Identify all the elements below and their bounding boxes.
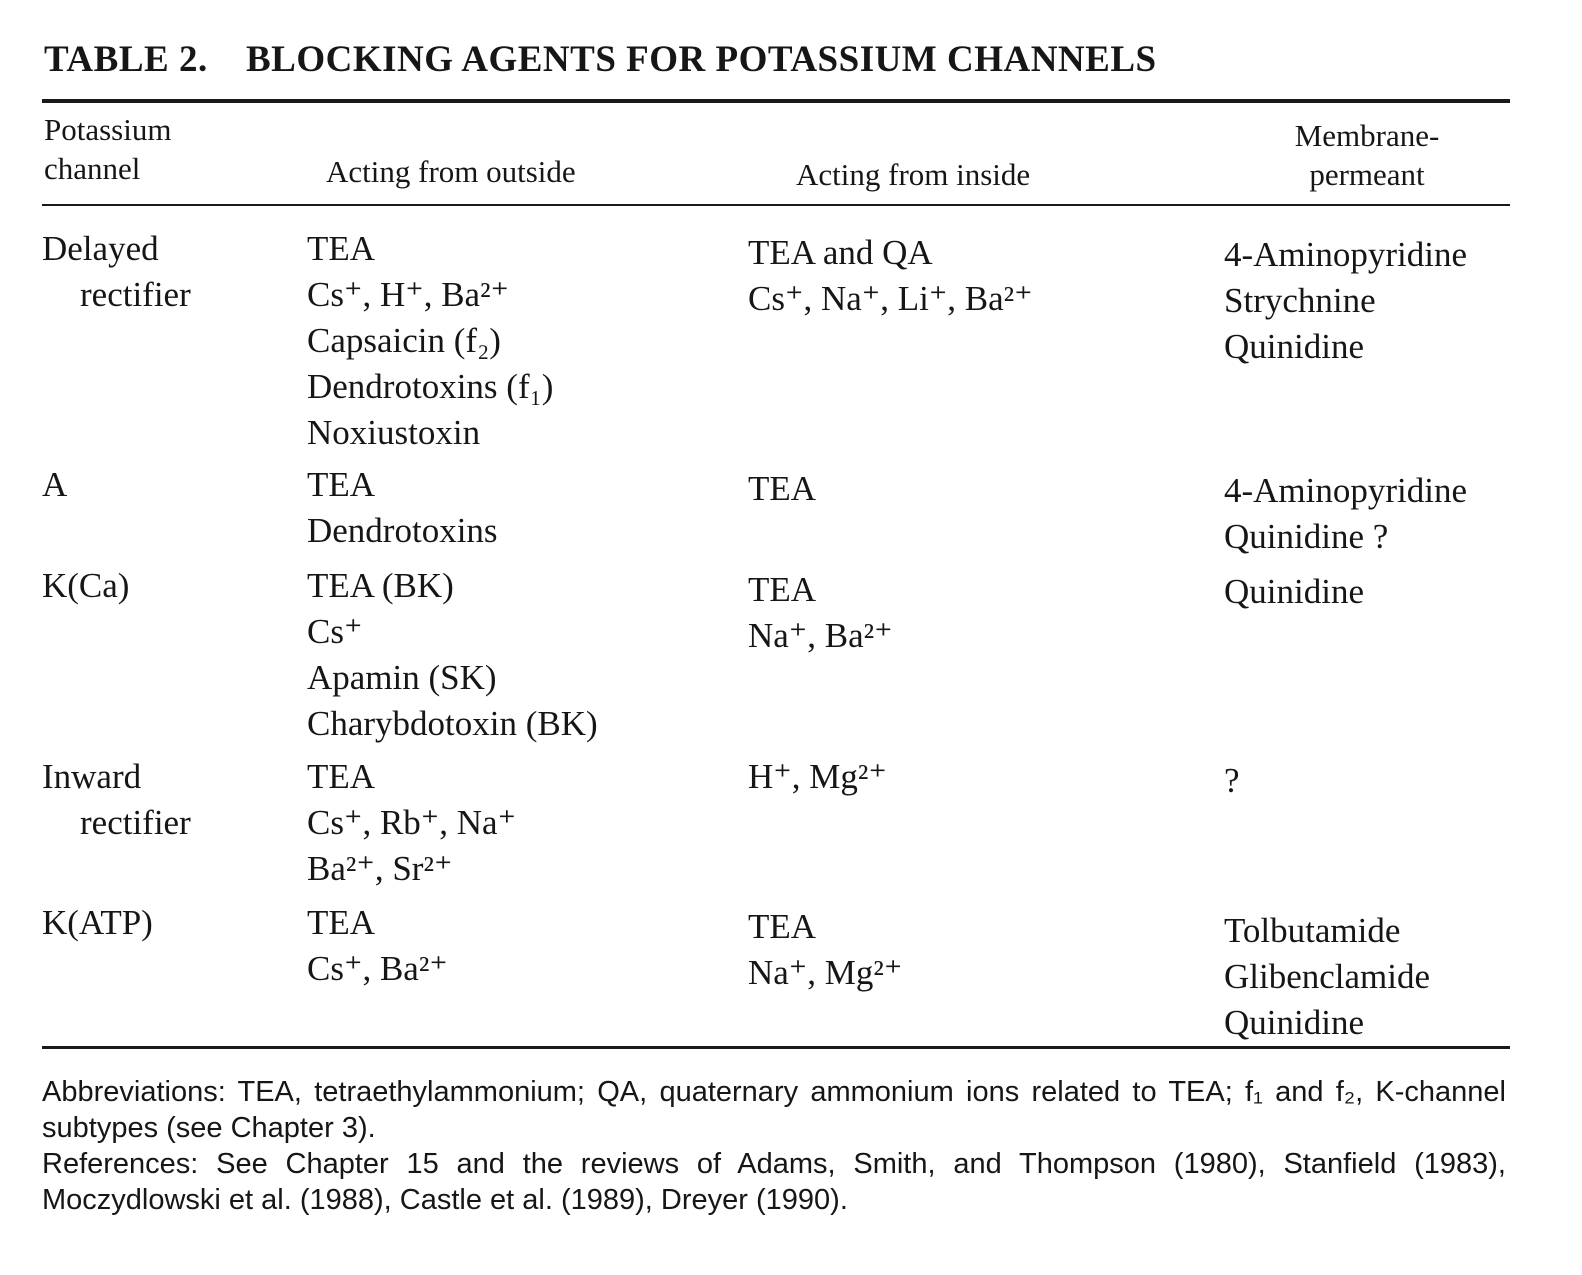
channel-cell — [42, 900, 153, 946]
permeant-cell — [1224, 758, 1240, 804]
inside-cell — [748, 466, 816, 512]
agent-line: TEA (BK) — [307, 566, 454, 605]
table-number: TABLE 2. — [44, 39, 208, 80]
agent-line: TEA and QA — [748, 233, 933, 272]
agent-line: Quinidine — [1224, 572, 1364, 611]
references-note: References: See Chapter 15 and the reviews of Adams, Smith, and Thompson (1980), Stanfield (1983), Moczydlowski et al. (1988), Castle et al. (1989), Dreyer (1990). — [42, 1148, 1506, 1216]
channel-cell — [42, 226, 191, 318]
agent-line: Cs⁺, Na⁺, Li⁺, Ba²⁺ — [748, 279, 1033, 318]
channel-cell — [42, 754, 191, 846]
agent-line: Quinidine — [1224, 327, 1364, 366]
channel-line: K(ATP) — [42, 903, 153, 942]
agent-line: TEA — [307, 757, 376, 796]
header-potassium-channel — [44, 110, 171, 188]
channel-cell — [42, 563, 129, 609]
permeant-cell — [1224, 232, 1467, 370]
agent-line: Na⁺, Ba²⁺ — [748, 616, 893, 655]
inside-cell — [748, 904, 902, 996]
agent-line: TEA — [748, 907, 817, 946]
table-footnotes — [42, 1074, 1506, 1218]
channel-line: rectifier — [80, 275, 191, 314]
agent-line: TEA — [307, 229, 376, 268]
agent-line: Cs⁺, H⁺, Ba²⁺ — [307, 275, 510, 314]
channel-line: Inward — [42, 757, 142, 796]
channel-line: Delayed — [42, 229, 159, 268]
header-rule — [42, 204, 1510, 206]
agent-line: TEA — [748, 469, 817, 508]
header-channel-line: channel — [44, 151, 141, 186]
permeant-cell — [1224, 569, 1364, 615]
channel-line: K(Ca) — [42, 566, 130, 605]
agent-line: Charybdotoxin (BK) — [307, 704, 598, 743]
top-rule — [42, 99, 1510, 103]
outside-cell — [307, 226, 553, 456]
agent-line: Tolbutamide — [1224, 911, 1401, 950]
header-permeant-line: Membrane- — [1294, 118, 1440, 153]
channel-line: A — [42, 465, 68, 504]
header-channel-line: Potassium — [44, 112, 172, 147]
agent-line: Cs⁺ — [307, 612, 363, 651]
permeant-cell — [1224, 908, 1430, 1046]
bottom-rule — [42, 1046, 1510, 1049]
header-membrane-permeant — [1282, 116, 1452, 194]
channel-line: rectifier — [80, 803, 191, 842]
outside-cell — [307, 462, 498, 554]
agent-line: Dendrotoxins (f₁) — [307, 367, 554, 406]
agent-line: 4-Aminopyridine — [1224, 235, 1468, 274]
agent-line: TEA — [748, 570, 817, 609]
agent-line: Cs⁺, Rb⁺, Na⁺ — [307, 803, 517, 842]
header-permeant-line: permeant — [1309, 157, 1425, 192]
inside-cell — [748, 230, 1033, 322]
agent-line: Glibenclamide — [1224, 957, 1431, 996]
agent-line: TEA — [307, 903, 376, 942]
abbreviations-note: Abbreviations: TEA, tetraethylammonium; QA, quaternary ammonium ions related to TEA; f₁ and f₂, K-channel subtypes (see Chapter 3). — [42, 1076, 1506, 1144]
inside-cell — [748, 754, 887, 800]
agent-line: Apamin (SK) — [307, 658, 497, 697]
outside-cell — [307, 563, 598, 747]
agent-line: Noxiustoxin — [307, 413, 481, 452]
agent-line: ? — [1224, 761, 1240, 800]
agent-line: Cs⁺, Ba²⁺ — [307, 949, 448, 988]
inside-cell — [748, 567, 893, 659]
agent-line: Na⁺, Mg²⁺ — [748, 953, 903, 992]
agent-line: 4-Aminopyridine — [1224, 471, 1468, 510]
outside-cell — [307, 754, 516, 892]
agent-line: TEA — [307, 465, 376, 504]
channel-cell — [42, 462, 67, 508]
agent-line: Dendrotoxins — [307, 511, 498, 550]
header-acting-inside: Acting from inside — [796, 157, 1031, 192]
agent-line: Ba²⁺, Sr²⁺ — [307, 849, 453, 888]
outside-cell — [307, 900, 448, 992]
header-acting-outside: Acting from outside — [326, 154, 576, 189]
agent-line: H⁺, Mg²⁺ — [748, 757, 887, 796]
table-title-text: BLOCKING AGENTS FOR POTASSIUM CHANNELS — [246, 39, 1157, 80]
table-title — [44, 38, 1157, 81]
agent-line: Quinidine ? — [1224, 517, 1389, 556]
agent-line: Capsaicin (f₂) — [307, 321, 501, 360]
agent-line: Strychnine — [1224, 281, 1376, 320]
permeant-cell — [1224, 468, 1467, 560]
agent-line: Quinidine — [1224, 1003, 1364, 1042]
